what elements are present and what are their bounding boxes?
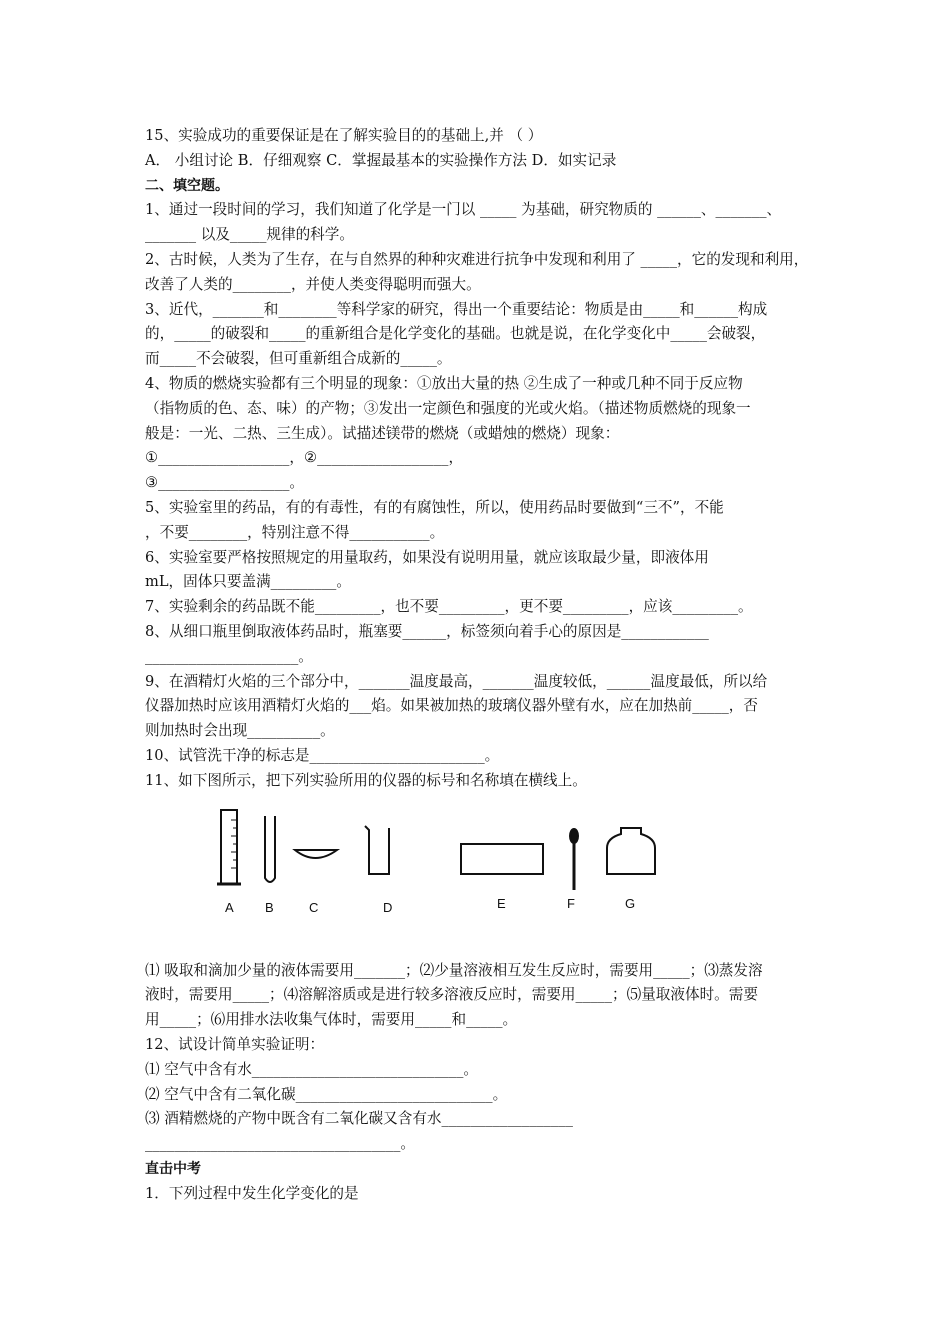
text-line: 仪器加热时应该用酒精灯火焰的___焰。如果被加热的玻璃仪器外壁有水，应在加热前_____，否	[145, 697, 758, 715]
graduated-cylinder-icon	[217, 810, 241, 884]
text-line: ，不要________，特别注意不得___________。	[145, 523, 445, 541]
text-line: 7、实验剩余的药品既不能_________，也不要_________，更不要_________，应该_________。	[145, 598, 753, 616]
figure-label-a: A	[225, 899, 234, 915]
text-line: 1．下列过程中发生化学变化的是	[145, 1184, 359, 1202]
text-line: 用_____；⑹用排水法收集气体时，需要用_____和_____。	[145, 1011, 518, 1029]
text-line: 1、通过一段时间的学习，我们知道了化学是一门以 _____ 为基础，研究物质的 ______、_______、	[145, 201, 782, 219]
text-line: ③__________________。	[145, 474, 305, 492]
gas-bottle-icon	[607, 828, 655, 874]
text-line: 8、从细口瓶里倒取液体药品时，瓶塞要______，标签须向着手心的原因是____________	[145, 622, 709, 640]
figure-label-c: C	[309, 899, 319, 915]
text-line: 11、如下图所示，把下列实验所用的仪器的标号和名称填在横线上。	[145, 771, 587, 789]
text-line: 般是：一光、二热、三生成）。试描述镁带的燃烧（或蜡烛的燃烧）现象：	[145, 424, 620, 442]
evaporating-dish-icon	[295, 850, 337, 858]
text-line: ⑵ 空气中含有二氧化碳___________________________。	[145, 1085, 508, 1103]
lab-apparatus-figure	[145, 794, 870, 959]
text-line: 5、实验室里的药品，有的有毒性，有的有腐蚀性，所以，使用药品时要做到“三不”，不能	[145, 498, 724, 516]
text-line: 10、试管洗干净的标志是________________________。	[145, 746, 500, 764]
text-line: （指物质的色、态、味）的产物；③发出一定颜色和强度的光或火焰。（描述物质燃烧的现象一	[145, 399, 751, 417]
figure-label-d: D	[383, 899, 393, 915]
text-line: ⑴ 吸取和滴加少量的液体需要用_______；⑵少量溶液相互发生反应时，需要用_____；⑶蒸发溶	[145, 961, 763, 979]
text-line: ⑴ 空气中含有水_____________________________。	[145, 1060, 478, 1078]
text-line: ___________________________________。	[145, 1135, 415, 1153]
text-line: ①__________________，②__________________，	[145, 449, 464, 467]
figure-labels	[225, 896, 635, 915]
worksheet-page	[145, 124, 870, 1206]
apparatus-drawing	[205, 808, 665, 928]
text-line: 15、实验成功的重要保证是在了解实验目的的基础上,并 （ ）	[145, 127, 543, 144]
questions-section-continued	[145, 959, 870, 1207]
text-line: _____________________。	[145, 647, 313, 665]
text-line: 的，_____的破裂和_____的重新组合是化学变化的基础。也就是说，在化学变化中_____会破裂，	[145, 325, 766, 343]
text-line: 2、古时候，人类为了生存，在与自然界的种种灾难进行抗争中发现和利用了 _____，它的发现和利用，	[145, 250, 809, 268]
figure-label-f: F	[567, 895, 575, 911]
text-line: mL，固体只要盖满_________。	[145, 573, 351, 591]
figure-label-e: E	[497, 895, 506, 911]
section-heading: 直击中考	[145, 1160, 201, 1177]
text-line: 改善了人类的________，并使人类变得聪明而强大。	[145, 275, 481, 293]
text-line: 12、试设计简单实验证明：	[145, 1035, 325, 1053]
figure-label-b: B	[265, 899, 274, 915]
text-line: 6、实验室要严格按照规定的用量取药，如果没有说明用量，就应该取最少量，即液体用	[145, 548, 709, 566]
text-line: ⑶ 酒精燃烧的产物中既含有二氧化碳又含有水__________________	[145, 1110, 573, 1128]
trough-icon	[461, 844, 543, 874]
beaker-icon	[365, 826, 389, 874]
test-tube-icon	[265, 816, 275, 882]
text-line: 而_____不会破裂，但可重新组合成新的_____。	[145, 350, 452, 368]
text-line: A． 小组讨论 B．仔细观察 C．掌握最基本的实验操作方法 D．如实记录	[145, 151, 617, 169]
text-line: 液时，需要用_____；⑷溶解溶质或是进行较多溶液反应时，需要用_____；⑸量取液体时。需要	[145, 986, 758, 1004]
text-line: 4、物质的燃烧实验都有三个明显的现象：①放出大量的热 ②生成了一种或几种不同于反应物	[145, 374, 743, 392]
figure-label-g: G	[625, 895, 636, 911]
text-line: 9、在酒精灯火焰的三个部分中，_______温度最高，_______温度较低，______温度最低，所以给	[145, 672, 768, 690]
text-line: _______ 以及_____规律的科学。	[145, 226, 354, 244]
section-heading: 二、填空题。	[145, 177, 229, 194]
questions-section	[145, 124, 870, 794]
dropper-icon	[570, 829, 578, 890]
text-line: 则加热时会出现__________。	[145, 722, 335, 740]
text-line: 3、近代，_______和________等科学家的研究，得出一个重要结论：物质是由_____和______构成	[145, 300, 768, 318]
